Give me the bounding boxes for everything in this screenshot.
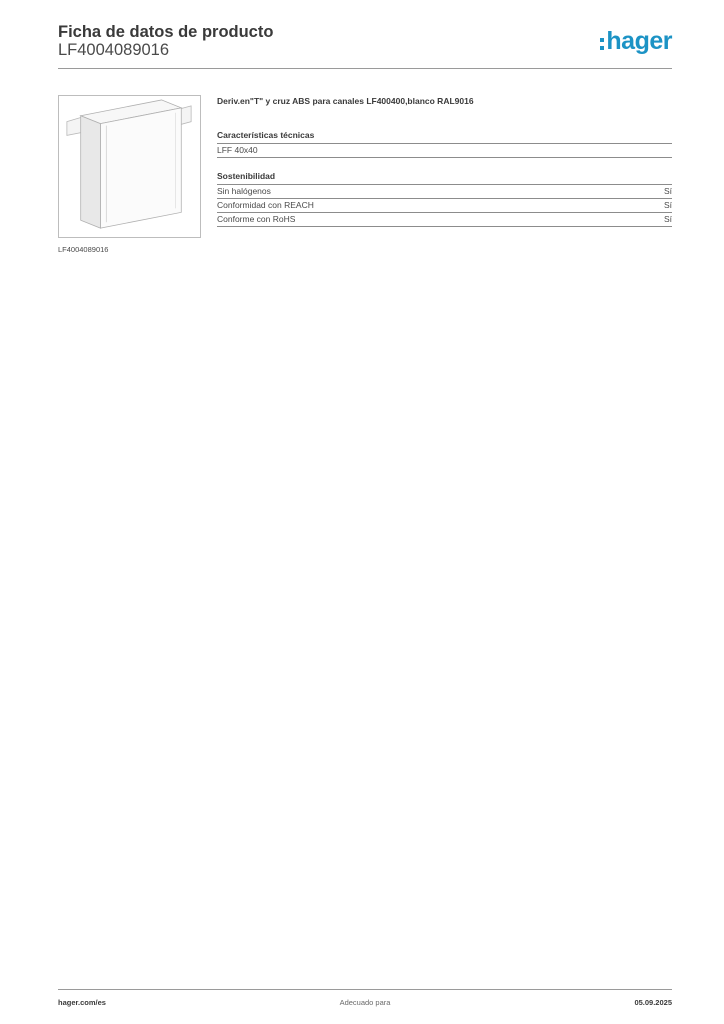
spec-row [217, 185, 672, 199]
product-description: Deriv.en"T" y cruz ABS para canales LF400400,blanco RAL9016 [217, 96, 474, 106]
product-details [217, 95, 672, 227]
spec-value: Sí [663, 186, 672, 196]
spec-label: Conforme con RoHS [217, 214, 296, 224]
website-link[interactable]: hager.com/es [58, 998, 106, 1007]
hager-logo [600, 26, 672, 56]
spec-label: Conformidad con REACH [217, 200, 314, 210]
document-title: Ficha de datos de producto [58, 23, 274, 41]
spec-row [217, 213, 672, 227]
page-footer [58, 998, 672, 1010]
logo-text: hager [606, 27, 672, 55]
spec-label: Sin halógenos [217, 186, 271, 196]
footer-center-text: Adecuado para [339, 998, 391, 1007]
product-image [58, 95, 201, 238]
section-title: Sostenibilidad [217, 170, 672, 185]
spec-row [217, 144, 672, 158]
header-divider [58, 68, 672, 69]
spec-row [217, 199, 672, 213]
section-technical [217, 129, 672, 158]
logo-dots-icon [600, 38, 604, 50]
page-header [58, 22, 672, 70]
footer-date: 05.09.2025 [634, 998, 672, 1007]
spec-value: Sí [663, 200, 672, 210]
spec-value: Sí [663, 214, 672, 224]
footer-divider [58, 989, 672, 990]
section-title: Características técnicas [217, 129, 672, 144]
product-code: LF4004089016 [58, 41, 170, 59]
image-caption: LF4004089016 [58, 245, 109, 254]
tee-junction-illustration-icon [59, 96, 200, 237]
spec-label: LFF 40x40 [217, 145, 258, 155]
section-sustainability [217, 170, 672, 227]
